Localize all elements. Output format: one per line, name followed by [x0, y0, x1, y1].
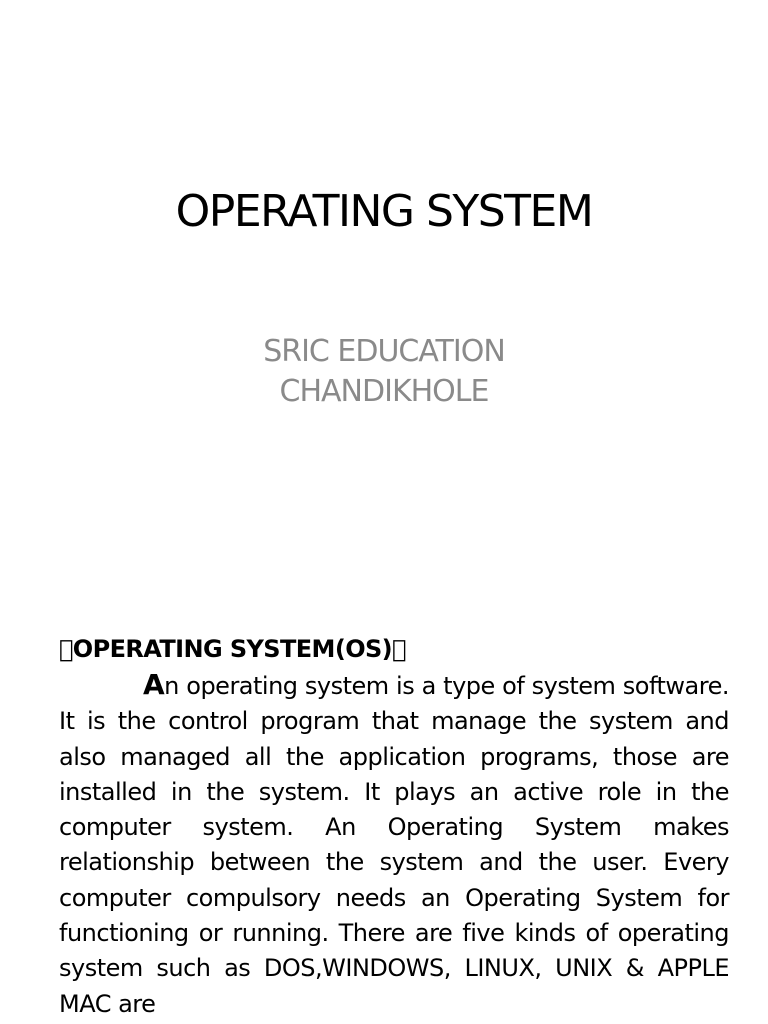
drop-cap-letter: A [143, 668, 165, 701]
section-paragraph [59, 667, 729, 1022]
subtitle-line-location: CHANDIKHOLE [279, 374, 489, 409]
slide-subtitle [0, 332, 768, 412]
subtitle-line-organization: SRIC EDUCATION [263, 334, 505, 369]
section-heading: OPERATING SYSTEM(OS) [59, 635, 379, 663]
paragraph-text: n operating system is a type of system software. It is the control program that manage the system and also managed all the application programs, those are installed in the system. It plays an active role in the computer system. An Operating System makes relationship between the system and the user. Every computer compulsory needs an Operating System for functioning or running. There are five kinds of operating system such as DOS,WINDOWS, LINUX, UNIX & APPLE MAC are [59, 672, 729, 1018]
slide-title: OPERATING SYSTEM [175, 186, 593, 237]
